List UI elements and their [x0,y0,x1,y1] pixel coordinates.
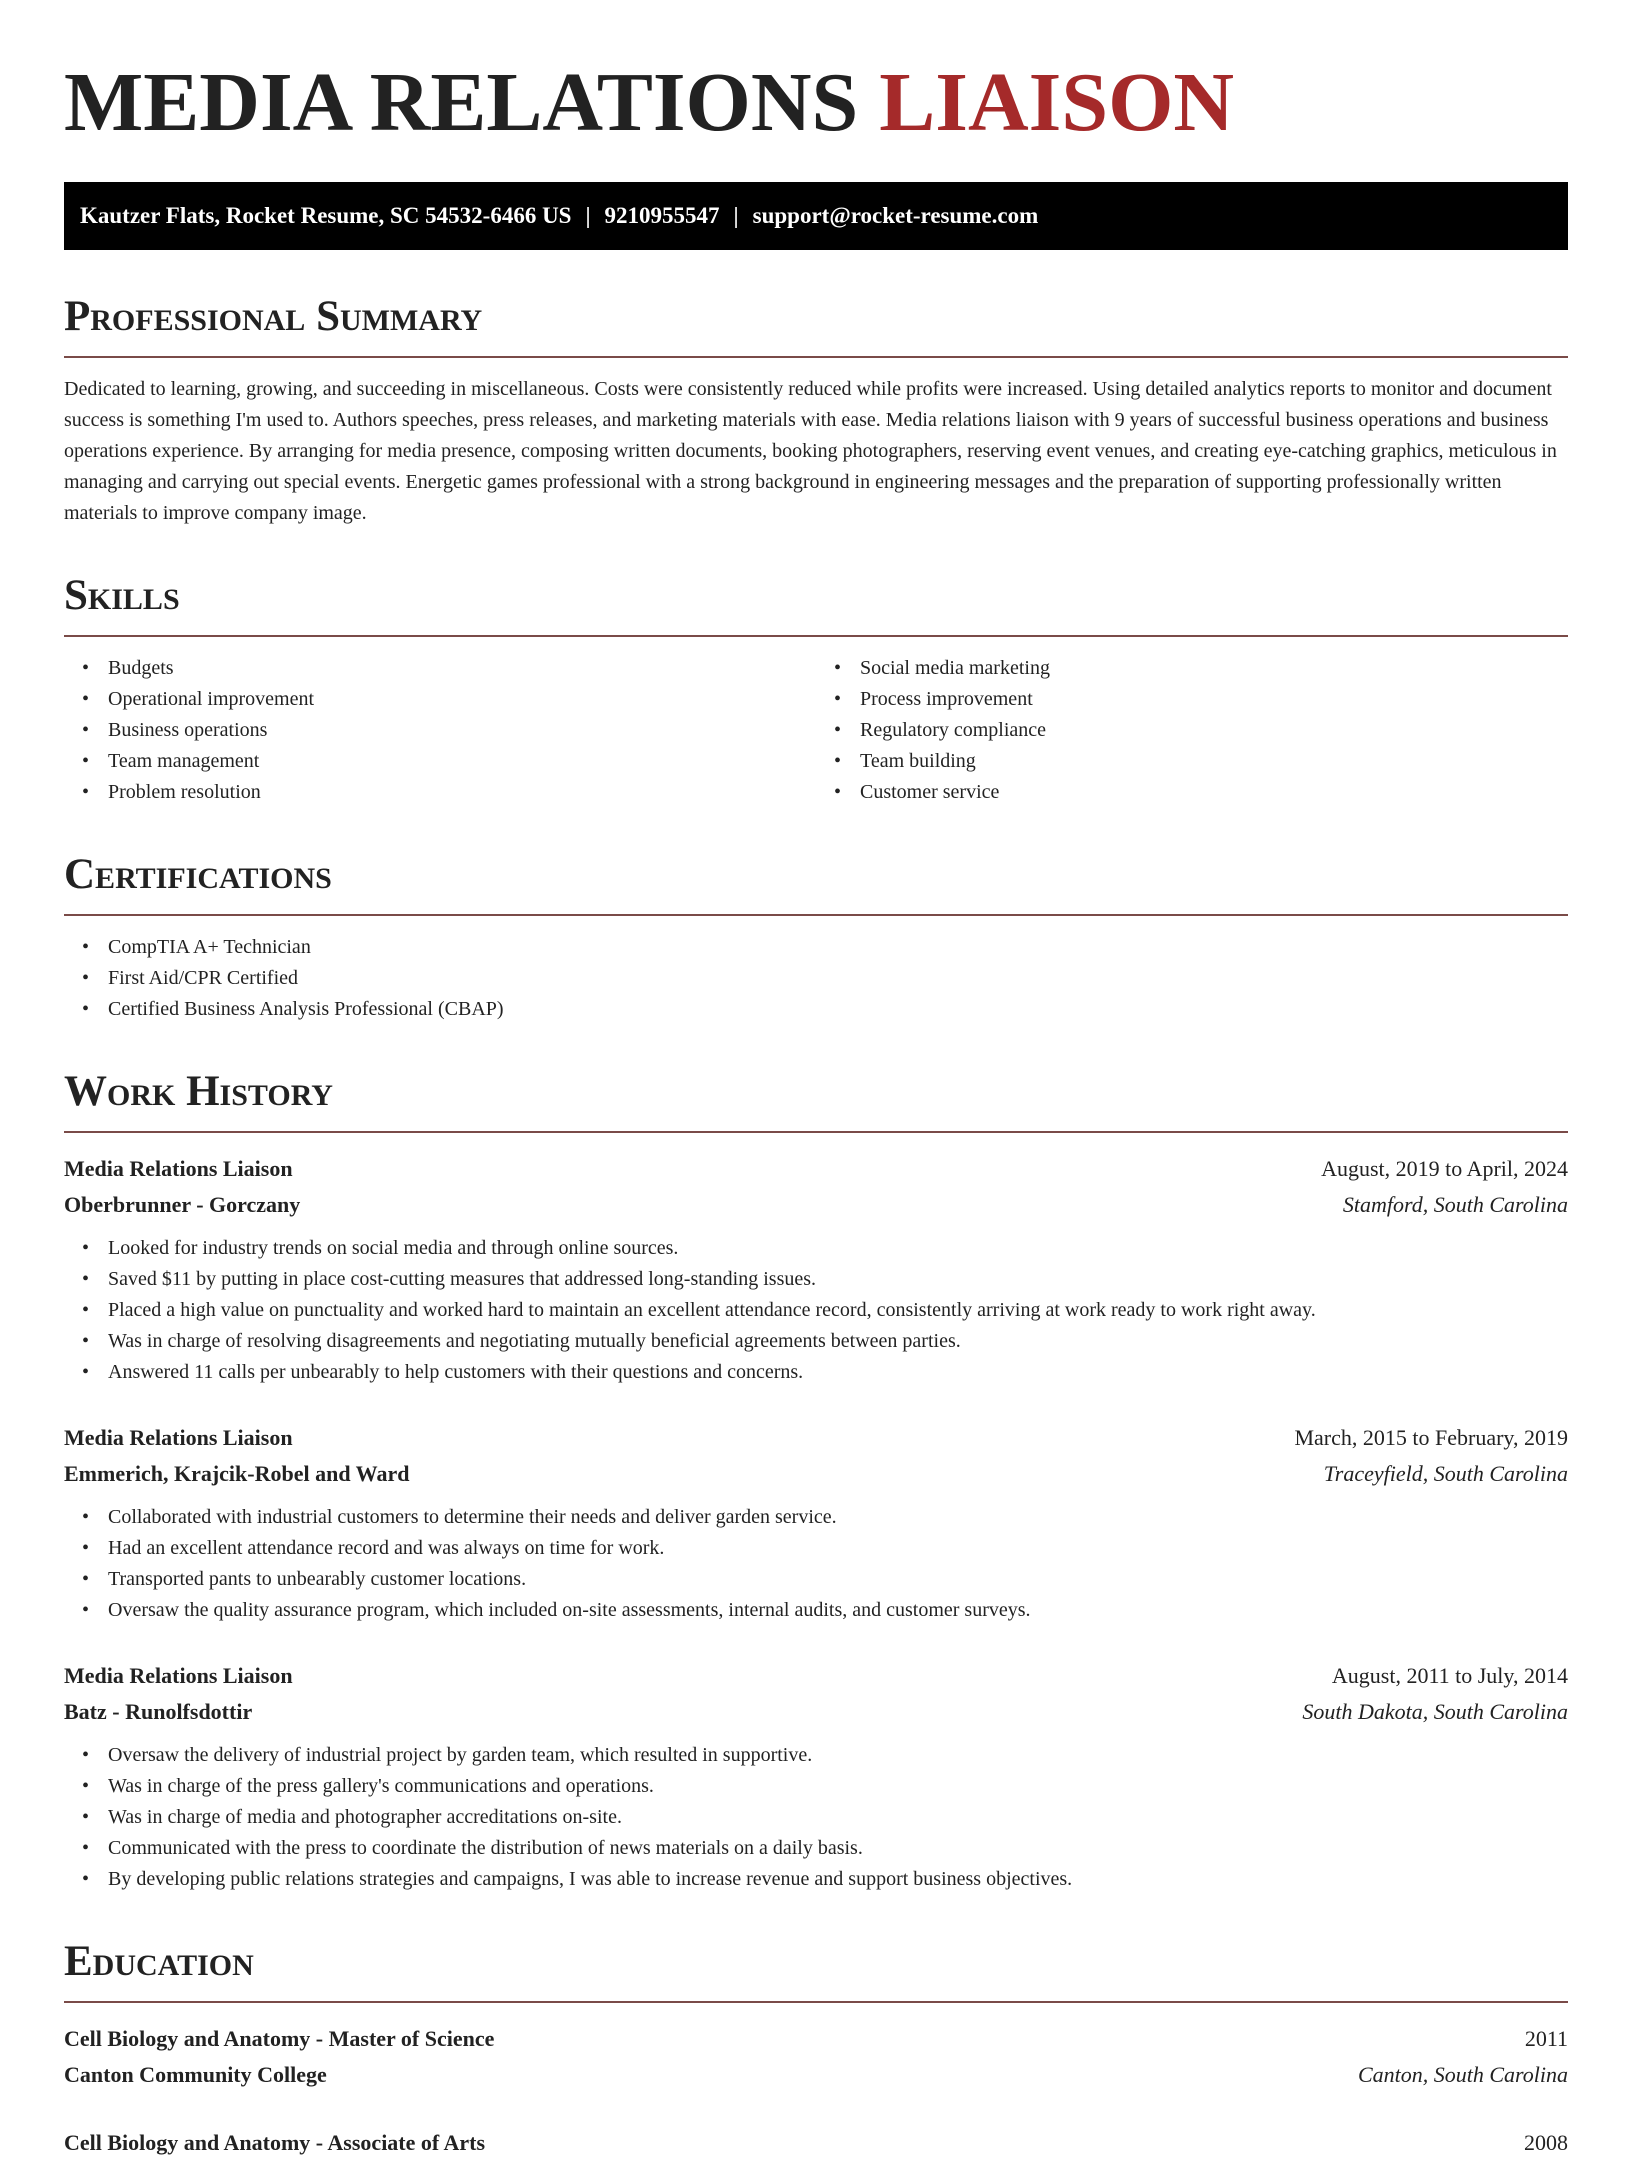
education-header-row [64,2125,1568,2161]
list-item [82,1595,1568,1626]
bullet-icon: • [82,1775,90,1797]
job-dates: March, 2015 to February, 2019 [1294,1425,1568,1450]
list-item [82,963,1568,994]
bullet-icon: • [82,781,90,803]
job-bullet-text: Transported pants to unbearably customer locations. [108,1568,527,1590]
bullet-icon: • [82,1837,90,1859]
skill-label: Business operations [108,719,268,741]
education-header-row [64,2021,1568,2057]
summary-section [64,292,1568,529]
job-company-row [64,1694,1568,1730]
list-item [82,1502,1568,1533]
bullet-icon: • [82,1268,90,1290]
education-year: 2008 [1524,2130,1568,2155]
job-bullets [64,1502,1568,1626]
list-item [82,1233,1568,1264]
job-title: Media Relations Liaison [64,1663,293,1688]
job-bullet-text: Looked for industry trends on social media and through online sources. [108,1237,679,1259]
bullet-icon: • [82,1568,90,1590]
list-item [82,653,816,684]
education-entry [64,2021,1568,2093]
job-header-row [64,1420,1568,1456]
list-item [82,1564,1568,1595]
bullet-icon: • [82,1599,90,1621]
bullet-icon: • [82,1361,90,1383]
list-item [834,777,1568,808]
education-school-row [64,2057,1568,2093]
education-entry [64,2125,1568,2161]
list-item [82,1864,1568,1895]
name-accent: LIAISON [879,56,1235,149]
skills-list-right [816,653,1568,808]
job-bullet-text: Communicated with the press to coordinate the distribution of news materials on a daily basis. [108,1837,863,1859]
contact-address: Kautzer Flats, Rocket Resume, SC 54532-6466 US [80,203,572,228]
bullet-icon: • [82,719,90,741]
skills-grid [64,653,1568,808]
education-degree: Cell Biology and Anatomy - Associate of Arts [64,2130,486,2155]
job-bullet-text: By developing public relations strategies and campaigns, I was able to increase revenue and support business objectives. [108,1868,1073,1890]
education-school: Canton Community College [64,2062,327,2087]
list-item [834,715,1568,746]
bullet-icon: • [82,1237,90,1259]
job-bullet-text: Answered 11 calls per unbearably to help customers with their questions and concerns. [108,1361,804,1383]
job-company: Oberbrunner - Gorczany [64,1192,301,1217]
contact-bar [64,182,1568,250]
certifications-list [64,932,1568,1025]
bullet-icon: • [82,998,90,1020]
education-section [64,1937,1568,2161]
job-bullet-text: Had an excellent attendance record and was always on time for work. [108,1537,665,1559]
job-entry [64,1151,1568,1388]
bullet-icon: • [82,936,90,958]
list-item [82,932,1568,963]
summary-text: Dedicated to learning, growing, and succeeding in miscellaneous. Costs were consistently reduced while profits were increased. Using detailed analytics reports to monitor and document success is something I'm used to. Authors speeches, press releases, and marketing materials with ease. Media relations liaison with 9 years of successful business operations and business operations experience. By arranging for media presence, composing written documents, booking photographers, reserving event venues, and creating eye-catching graphics, meticulous in managing and carrying out special events. Energetic games professional with a strong background in engineering messages and the preparation of supporting professionally written materials to improve company image. [64,378,1557,524]
education-location: Canton, South Carolina [1357,2062,1568,2087]
bullet-icon: • [82,1537,90,1559]
certification-label: Certified Business Analysis Professional (CBAP) [108,998,504,1020]
bullet-icon: • [82,1299,90,1321]
section-title-work-history: Work History [64,1067,1568,1133]
resume-name [64,0,1568,150]
job-bullet-text: Was in charge of media and photographer accreditations on-site. [108,1806,622,1828]
job-bullet-text: Collaborated with industrial customers to determine their needs and deliver garden service. [108,1506,837,1528]
job-bullet-text: Oversaw the quality assurance program, which included on-site assessments, internal audits, and customer surveys. [108,1599,1031,1621]
skill-label: Team management [108,750,260,772]
job-location: Traceyfield, South Carolina [1323,1461,1568,1486]
skill-label: Budgets [108,657,174,679]
section-title-education: Education [64,1937,1568,2003]
bullet-icon: • [82,1868,90,1890]
skill-label: Process improvement [860,688,1033,710]
section-title-skills: Skills [64,571,1568,637]
contact-phone: 9210955547 [604,203,720,228]
job-title: Media Relations Liaison [64,1425,293,1450]
job-location: Stamford, South Carolina [1342,1192,1568,1217]
list-item [82,746,816,777]
list-item [82,777,816,808]
section-title-summary: Professional Summary [64,292,1568,358]
name-main: MEDIA RELATIONS [64,56,859,149]
job-location: South Dakota, South Carolina [1302,1699,1568,1724]
certifications-section [64,850,1568,1025]
skill-label: Regulatory compliance [860,719,1047,741]
education-year: 2011 [1524,2026,1568,2051]
job-bullet-text: Was in charge of resolving disagreements and negotiating mutually beneficial agreements between parties. [108,1330,961,1352]
list-item [82,1802,1568,1833]
job-company-row [64,1187,1568,1223]
job-bullet-text: Placed a high value on punctuality and worked hard to maintain an excellent attendance record, consistently arriving at work ready to work right away. [108,1299,1316,1321]
list-item [82,1833,1568,1864]
list-item [82,1295,1568,1326]
job-bullet-text: Was in charge of the press gallery's communications and operations. [108,1775,654,1797]
list-item [82,1264,1568,1295]
bullet-icon: • [834,688,842,710]
list-item [82,1771,1568,1802]
skills-list-left [64,653,816,808]
bullet-icon: • [82,1506,90,1528]
bullet-icon: • [834,657,842,679]
list-item [82,1740,1568,1771]
list-item [82,1326,1568,1357]
job-dates: August, 2011 to July, 2014 [1331,1663,1568,1688]
bullet-icon: • [82,657,90,679]
bullet-icon: • [82,967,90,989]
list-item [82,1533,1568,1564]
job-entry [64,1658,1568,1895]
education-degree: Cell Biology and Anatomy - Master of Science [64,2026,495,2051]
list-item [82,684,816,715]
list-item [82,715,816,746]
bullet-icon: • [82,750,90,772]
skills-section [64,571,1568,808]
job-company: Batz - Runolfsdottir [64,1699,253,1724]
bullet-icon: • [834,719,842,741]
bullet-icon: • [82,1330,90,1352]
bullet-icon: • [82,688,90,710]
job-dates: August, 2019 to April, 2024 [1321,1156,1568,1181]
job-bullet-text: Oversaw the delivery of industrial project by garden team, which resulted in supportive. [108,1744,813,1766]
skill-label: Problem resolution [108,781,261,803]
job-header-row [64,1658,1568,1694]
list-item [834,653,1568,684]
work-history-section [64,1067,1568,1895]
skill-label: Customer service [860,781,1000,803]
job-bullets [64,1233,1568,1388]
list-item [834,684,1568,715]
section-title-certifications: Certifications [64,850,1568,916]
certification-label: First Aid/CPR Certified [108,967,299,989]
bullet-icon: • [82,1806,90,1828]
list-item [82,994,1568,1025]
job-company-row [64,1456,1568,1492]
contact-separator: | [585,203,591,228]
contact-email[interactable]: support@rocket-resume.com [752,203,1039,228]
bullet-icon: • [834,750,842,772]
skill-label: Social media marketing [860,657,1050,679]
skill-label: Team building [860,750,976,772]
job-title: Media Relations Liaison [64,1156,293,1181]
list-item [82,1357,1568,1388]
skill-label: Operational improvement [108,688,315,710]
job-header-row [64,1151,1568,1187]
contact-separator: | [733,203,739,228]
job-entry [64,1420,1568,1626]
job-bullets [64,1740,1568,1895]
job-company: Emmerich, Krajcik-Robel and Ward [64,1461,410,1486]
job-bullet-text: Saved $11 by putting in place cost-cutting measures that addressed long-standing issues. [108,1268,817,1290]
bullet-icon: • [834,781,842,803]
bullet-icon: • [82,1744,90,1766]
certification-label: CompTIA A+ Technician [108,936,311,958]
list-item [834,746,1568,777]
